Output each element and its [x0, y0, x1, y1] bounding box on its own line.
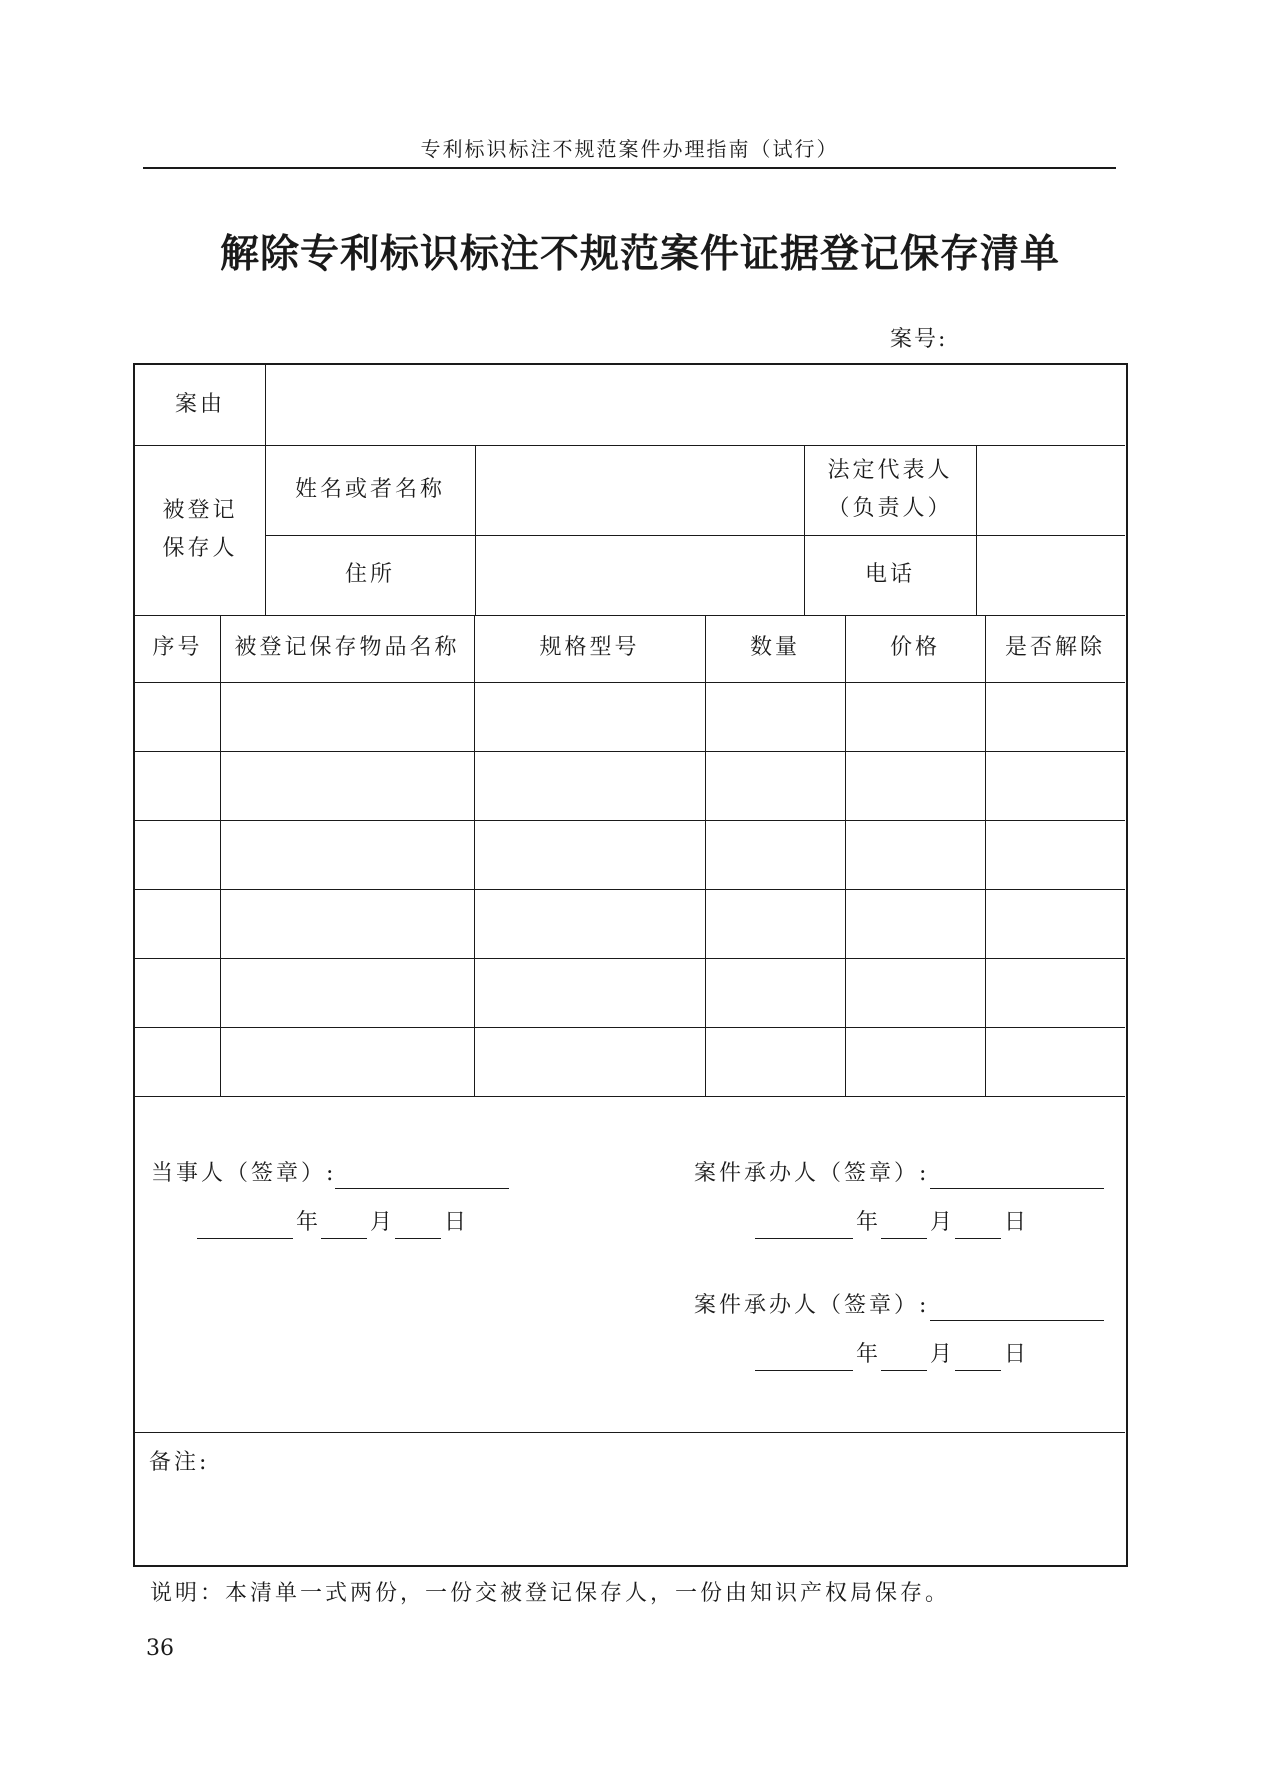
- handler2-signature-line: [930, 1320, 1104, 1321]
- party-signature-label: 当事人（签章）:: [151, 1161, 337, 1186]
- legal-rep-label: [804, 445, 976, 535]
- column-header: 是否解除: [1004, 635, 1105, 661]
- handler2-month-line: [881, 1370, 927, 1371]
- remarks-label: 备注:: [149, 1450, 210, 1475]
- row-divider: [135, 682, 1125, 683]
- handler2-day-label: 日: [1004, 1342, 1030, 1367]
- party-signature-line: [335, 1188, 509, 1189]
- name-label: 姓名或者名称: [294, 476, 445, 502]
- handler1-year-line: [755, 1238, 853, 1239]
- column-divider: [475, 445, 476, 615]
- column-divider: [976, 445, 977, 615]
- handler1-month-line: [881, 1238, 927, 1239]
- case-cause-label: 案由: [174, 391, 225, 417]
- handler2-year-line: [755, 1370, 853, 1371]
- column-divider: [985, 615, 986, 1096]
- page-number: 36: [146, 1636, 174, 1661]
- case-number-label: 案号:: [890, 327, 948, 352]
- handler2-year-label: 年: [856, 1342, 882, 1367]
- running-header: 专利标识标注不规范案件办理指南（试行）: [420, 137, 839, 161]
- row-divider: [135, 1027, 1125, 1028]
- page-title: 解除专利标识标注不规范案件证据登记保存清单: [219, 231, 1060, 277]
- party-month-line: [321, 1238, 367, 1239]
- party-month-label: 月: [370, 1210, 396, 1235]
- handler2-signature-label: 案件承办人（签章）:: [694, 1293, 930, 1318]
- header-rule: [143, 167, 1116, 169]
- handler1-month-label: 月: [930, 1210, 956, 1235]
- row-divider: [135, 1432, 1125, 1433]
- party-year-label: 年: [296, 1210, 322, 1235]
- handler2-month-label: 月: [930, 1342, 956, 1367]
- column-divider: [705, 615, 706, 1096]
- party-day-line: [395, 1238, 441, 1239]
- party-year-line: [197, 1238, 293, 1239]
- address-label: 住所: [344, 561, 395, 587]
- row-divider: [135, 889, 1125, 890]
- handler1-signature-line: [930, 1188, 1104, 1189]
- row-divider: [135, 820, 1125, 821]
- party-label-line2: 保存人: [162, 536, 238, 561]
- column-header: 数量: [749, 635, 800, 661]
- row-divider: [135, 1096, 1125, 1097]
- column-divider: [220, 615, 221, 1096]
- handler2-day-line: [955, 1370, 1001, 1371]
- column-header: 序号: [152, 635, 203, 661]
- handler1-year-label: 年: [856, 1210, 882, 1235]
- handler1-signature-label: 案件承办人（签章）:: [694, 1161, 930, 1186]
- legal-rep-line2: （负责人）: [827, 496, 953, 521]
- handler1-day-line: [955, 1238, 1001, 1239]
- handler1-day-label: 日: [1004, 1210, 1030, 1235]
- evidence-form-table: [133, 363, 1128, 1567]
- party-label-line1: 被登记: [162, 497, 238, 523]
- column-header: 被登记保存物品名称: [234, 635, 460, 661]
- row-divider: [135, 751, 1125, 752]
- party-label: [135, 445, 265, 615]
- column-divider: [845, 615, 846, 1096]
- column-header: 价格: [889, 635, 940, 661]
- column-header: 规格型号: [539, 635, 640, 661]
- row-divider: [135, 958, 1125, 959]
- footer-note: 说明：本清单一式两份，一份交被登记保存人，一份由知识产权局保存。: [150, 1581, 951, 1606]
- legal-rep-line1: 法定代表人: [827, 457, 953, 483]
- phone-label: 电话: [864, 561, 915, 587]
- column-divider: [474, 615, 475, 1096]
- party-day-label: 日: [444, 1210, 470, 1235]
